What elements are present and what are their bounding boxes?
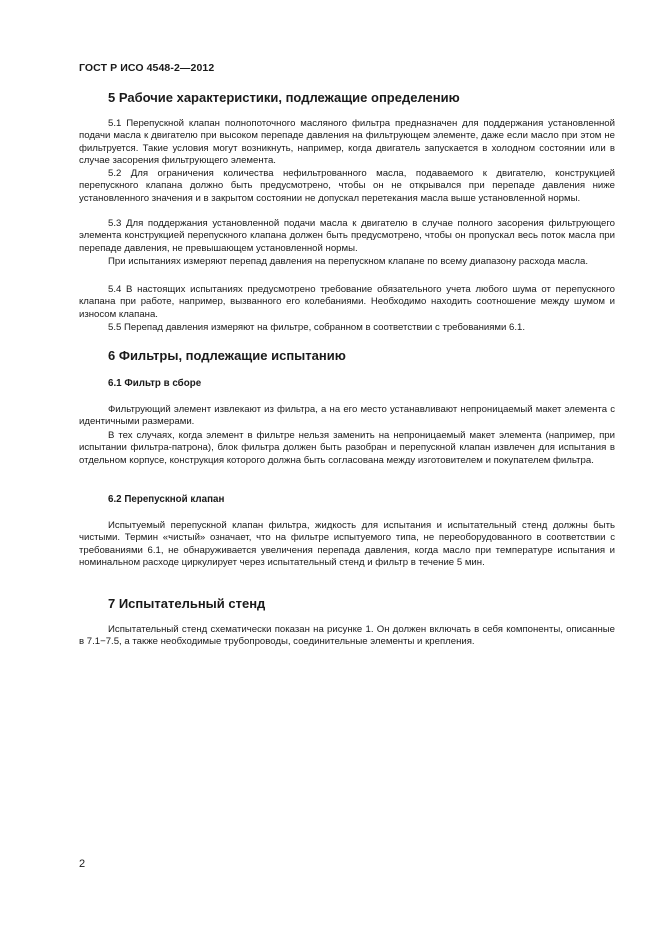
paragraph-6-1-b: В тех случаях, когда элемент в фильтре нельзя заменить на непроницаемый макет элемента (например, при испытании фильтра-патрона), блок фильтра должен быть разобран и перепускной клапан извлечен для испытания в отдельном корпусе, конструкция которого должна быть согласована между изготовителем и покупателем фильтра. [79,430,615,466]
paragraph-5-4: 5.4 В настоящих испытаниях предусмотрено требование обязательного учета любого шума от перепускного клапана при работе, например, вызванного его колебаниями. Необходимо находить соотношение между шумом и износом клапана. [79,284,615,320]
section-6-title: 6 Фильтры, подлежащие испытанию [108,348,346,363]
document-header: ГОСТ Р ИСО 4548-2—2012 [79,62,215,74]
paragraph-5-1: 5.1 Перепускной клапан полнопоточного масляного фильтра предназначен для поддержания установленной подачи масла к двигателю при высоком перепаде давления на фильтрующем элементе, даже если масло при этом не фильтруется. Такие условия могут возникнуть, например, когда двигатель запускается в холодном состоянии или в случае засорения фильтрующего элемента. [79,118,615,167]
subsection-6-2-title: 6.2 Перепускной клапан [108,494,225,505]
paragraph-5-5: 5.5 Перепад давления измеряют на фильтре, собранном в соответствии с требованиями 6.1. [108,322,526,333]
paragraph-7: Испытательный стенд схематически показан на рисунке 1. Он должен включать в себя компоненты, описанные в 7.1−7.5, а также необходимые трубопроводы, соединительные элементы и крепления. [79,624,615,648]
paragraph-5-3: 5.3 Для поддержания установленной подачи масла к двигателю в случае полного засорения фильтрующего элемента конструкцией перепускного клапана должен быть предусмотрено, чтобы он пропускал весь поток масла при перепаде давления, не превышающем установленной нормы. [79,218,615,254]
section-7-title: 7 Испытательный стенд [108,596,266,611]
paragraph-5-3-note: При испытаниях измеряют перепад давления на перепускном клапане по всему диапазону расхода масла. [108,256,588,267]
paragraph-5-2: 5.2 Для ограничения количества нефильтрованного масла, подаваемого к двигателю, конструкцией перепускного клапана должно быть предусмотрено, чтобы он не открывался при перепаде давления ниже установленного значения и в закрытом состоянии не допускал перетекания масла выше установленной нормы. [79,168,615,204]
section-5-title: 5 Рабочие характеристики, подлежащие определению [108,90,460,105]
paragraph-6-2: Испытуемый перепускной клапан фильтра, жидкость для испытания и испытательный стенд должны быть чистыми. Термин «чистый» означает, что на фильтре испытуемого типа, не переоборудованного в соответствии с требованиями 6.1, не обнаруживается увеличения перепада давления, когда масло при температуре испытания и номинальном расходе циркулирует через испытательный стенд и фильтр в течение 5 мин. [79,520,615,569]
paragraph-6-1-a: Фильтрующий элемент извлекают из фильтра, а на его место устанавливают непроницаемый макет элемента с идентичными размерами. [79,404,615,428]
subsection-6-1-title: 6.1 Фильтр в сборе [108,378,202,389]
page-number: 2 [79,858,86,870]
